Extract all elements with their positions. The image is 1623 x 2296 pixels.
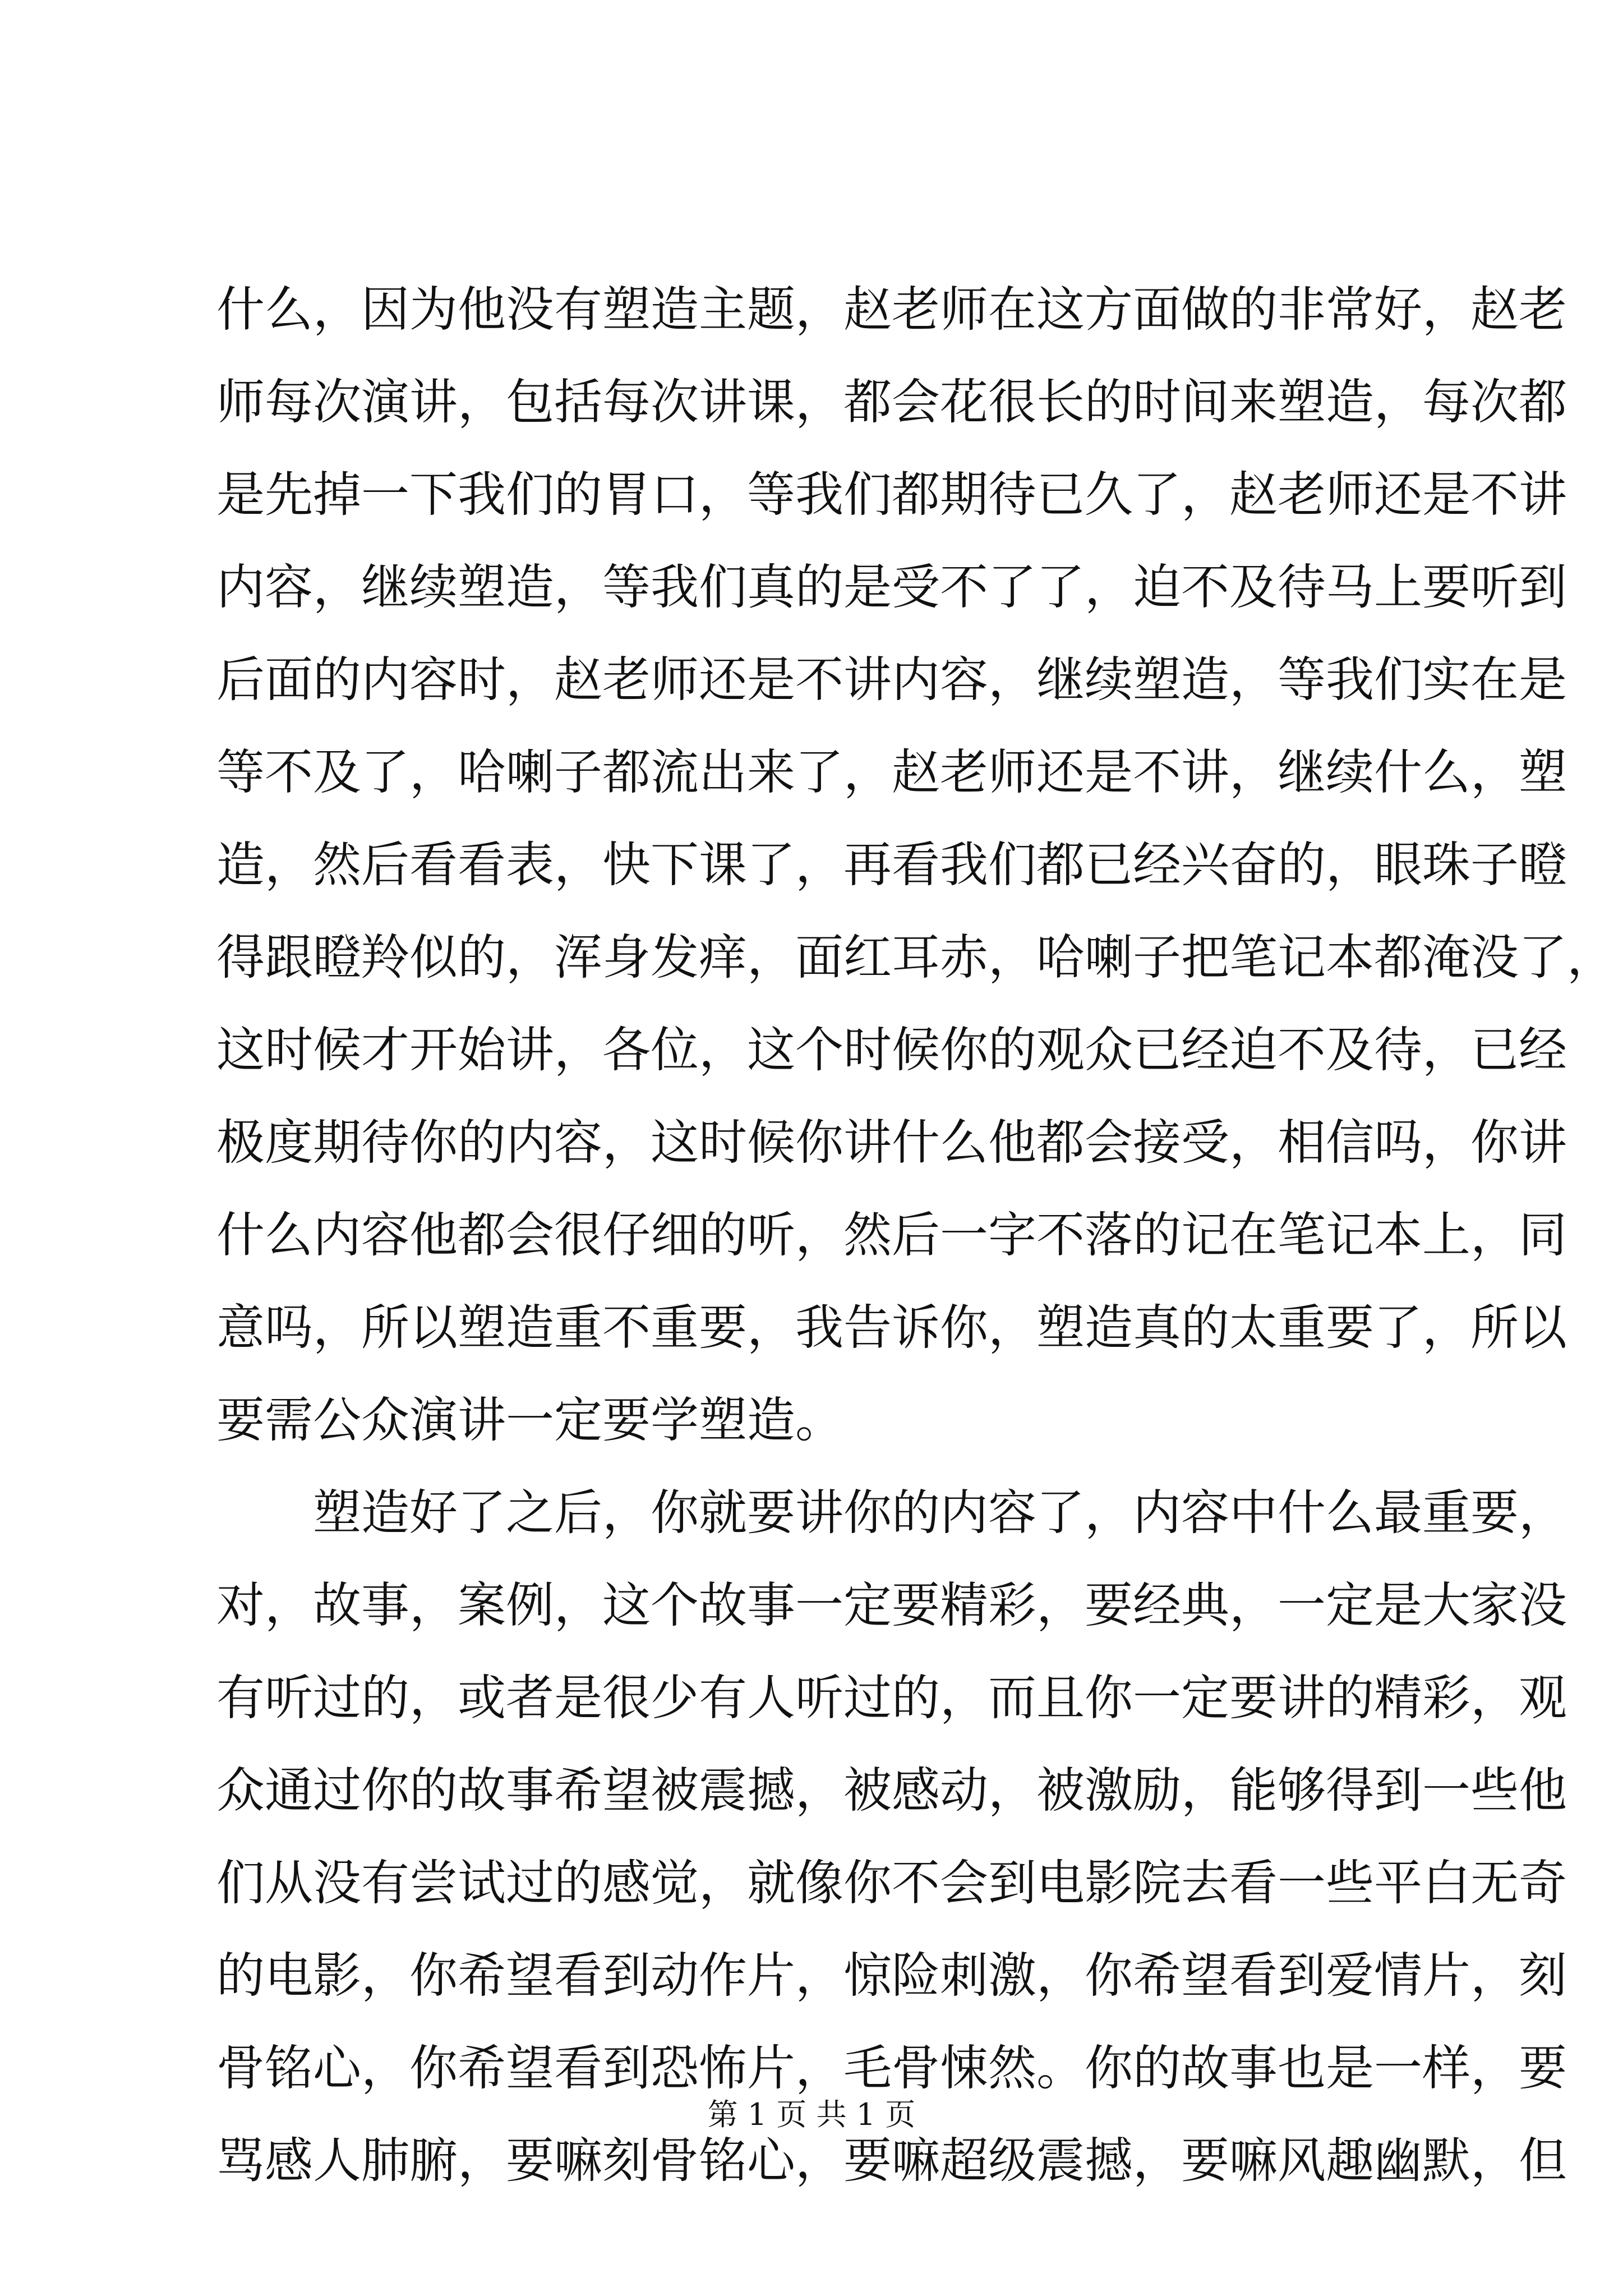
- text-line: 什么内容他都会很仔细的听，然后一字不落的记在笔记本上，同: [216, 1207, 1567, 1263]
- text-line: 骂感人肺腑，要嘛刻骨铭心，要嘛超级震撼，要嘛风趣幽默，但: [216, 2133, 1567, 2189]
- text-line: 们从没有尝试过的感觉，就像你不会到电影院去看一些平白无奇: [216, 1855, 1567, 1911]
- text-line: 的电影，你希望看到动作片，惊险刺激，你希望看到爱情片，刻: [216, 1948, 1567, 2004]
- text-line: 极度期待你的内容，这时候你讲什么他都会接受，相信吗，你讲: [216, 1115, 1567, 1171]
- text-line: 什么，因为他没有塑造主题，赵老师在这方面做的非常好，赵老: [216, 282, 1567, 338]
- text-line: 这时候才开始讲，各位，这个时候你的观众已经迫不及待，已经: [216, 1022, 1567, 1078]
- text-line: 对，故事，案例，这个故事一定要精彩，要经典，一定是大家没: [216, 1577, 1567, 1634]
- text-line: 是先掉一下我们的胃口，等我们都期待已久了，赵老师还是不讲: [216, 467, 1567, 523]
- text-line: 意吗，所以塑造重不重要，我告诉你，塑造真的太重要了，所以: [216, 1300, 1567, 1356]
- text-line: 等不及了，哈喇子都流出来了，赵老师还是不讲，继续什么，塑: [216, 744, 1567, 800]
- body-text: [216, 264, 1615, 2207]
- text-line: 要需公众演讲一定要学塑造。: [216, 1392, 843, 1448]
- text-line: 得跟瞪羚似的，浑身发痒，面红耳赤，哈喇子把笔记本都淹没了，: [216, 930, 1615, 986]
- text-line: 造，然后看看表，快下课了，再看我们都已经兴奋的，眼珠子瞪: [216, 837, 1567, 893]
- text-line: 众通过你的故事希望被震撼，被感动，被激励，能够得到一些他: [216, 1763, 1567, 1819]
- text-line: 后面的内容时，赵老师还是不讲内容，继续塑造，等我们实在是: [216, 652, 1567, 708]
- text-line: 骨铭心，你希望看到恐怖片，毛骨悚然。你的故事也是一样，要: [216, 2040, 1567, 2096]
- text-line: 内容，继续塑造，等我们真的是受不了了，迫不及待马上要听到: [216, 559, 1567, 615]
- text-line: 塑造好了之后，你就要讲你的内容了，内容中什么最重要，: [313, 1485, 1567, 1541]
- page-number-footer: 第 1 页 共 1 页: [707, 2097, 916, 2132]
- text-line: 有听过的，或者是很少有人听过的，而且你一定要讲的精彩，观: [216, 1670, 1567, 1726]
- text-line: 师每次演讲，包括每次讲课，都会花很长的时间来塑造，每次都: [216, 374, 1567, 430]
